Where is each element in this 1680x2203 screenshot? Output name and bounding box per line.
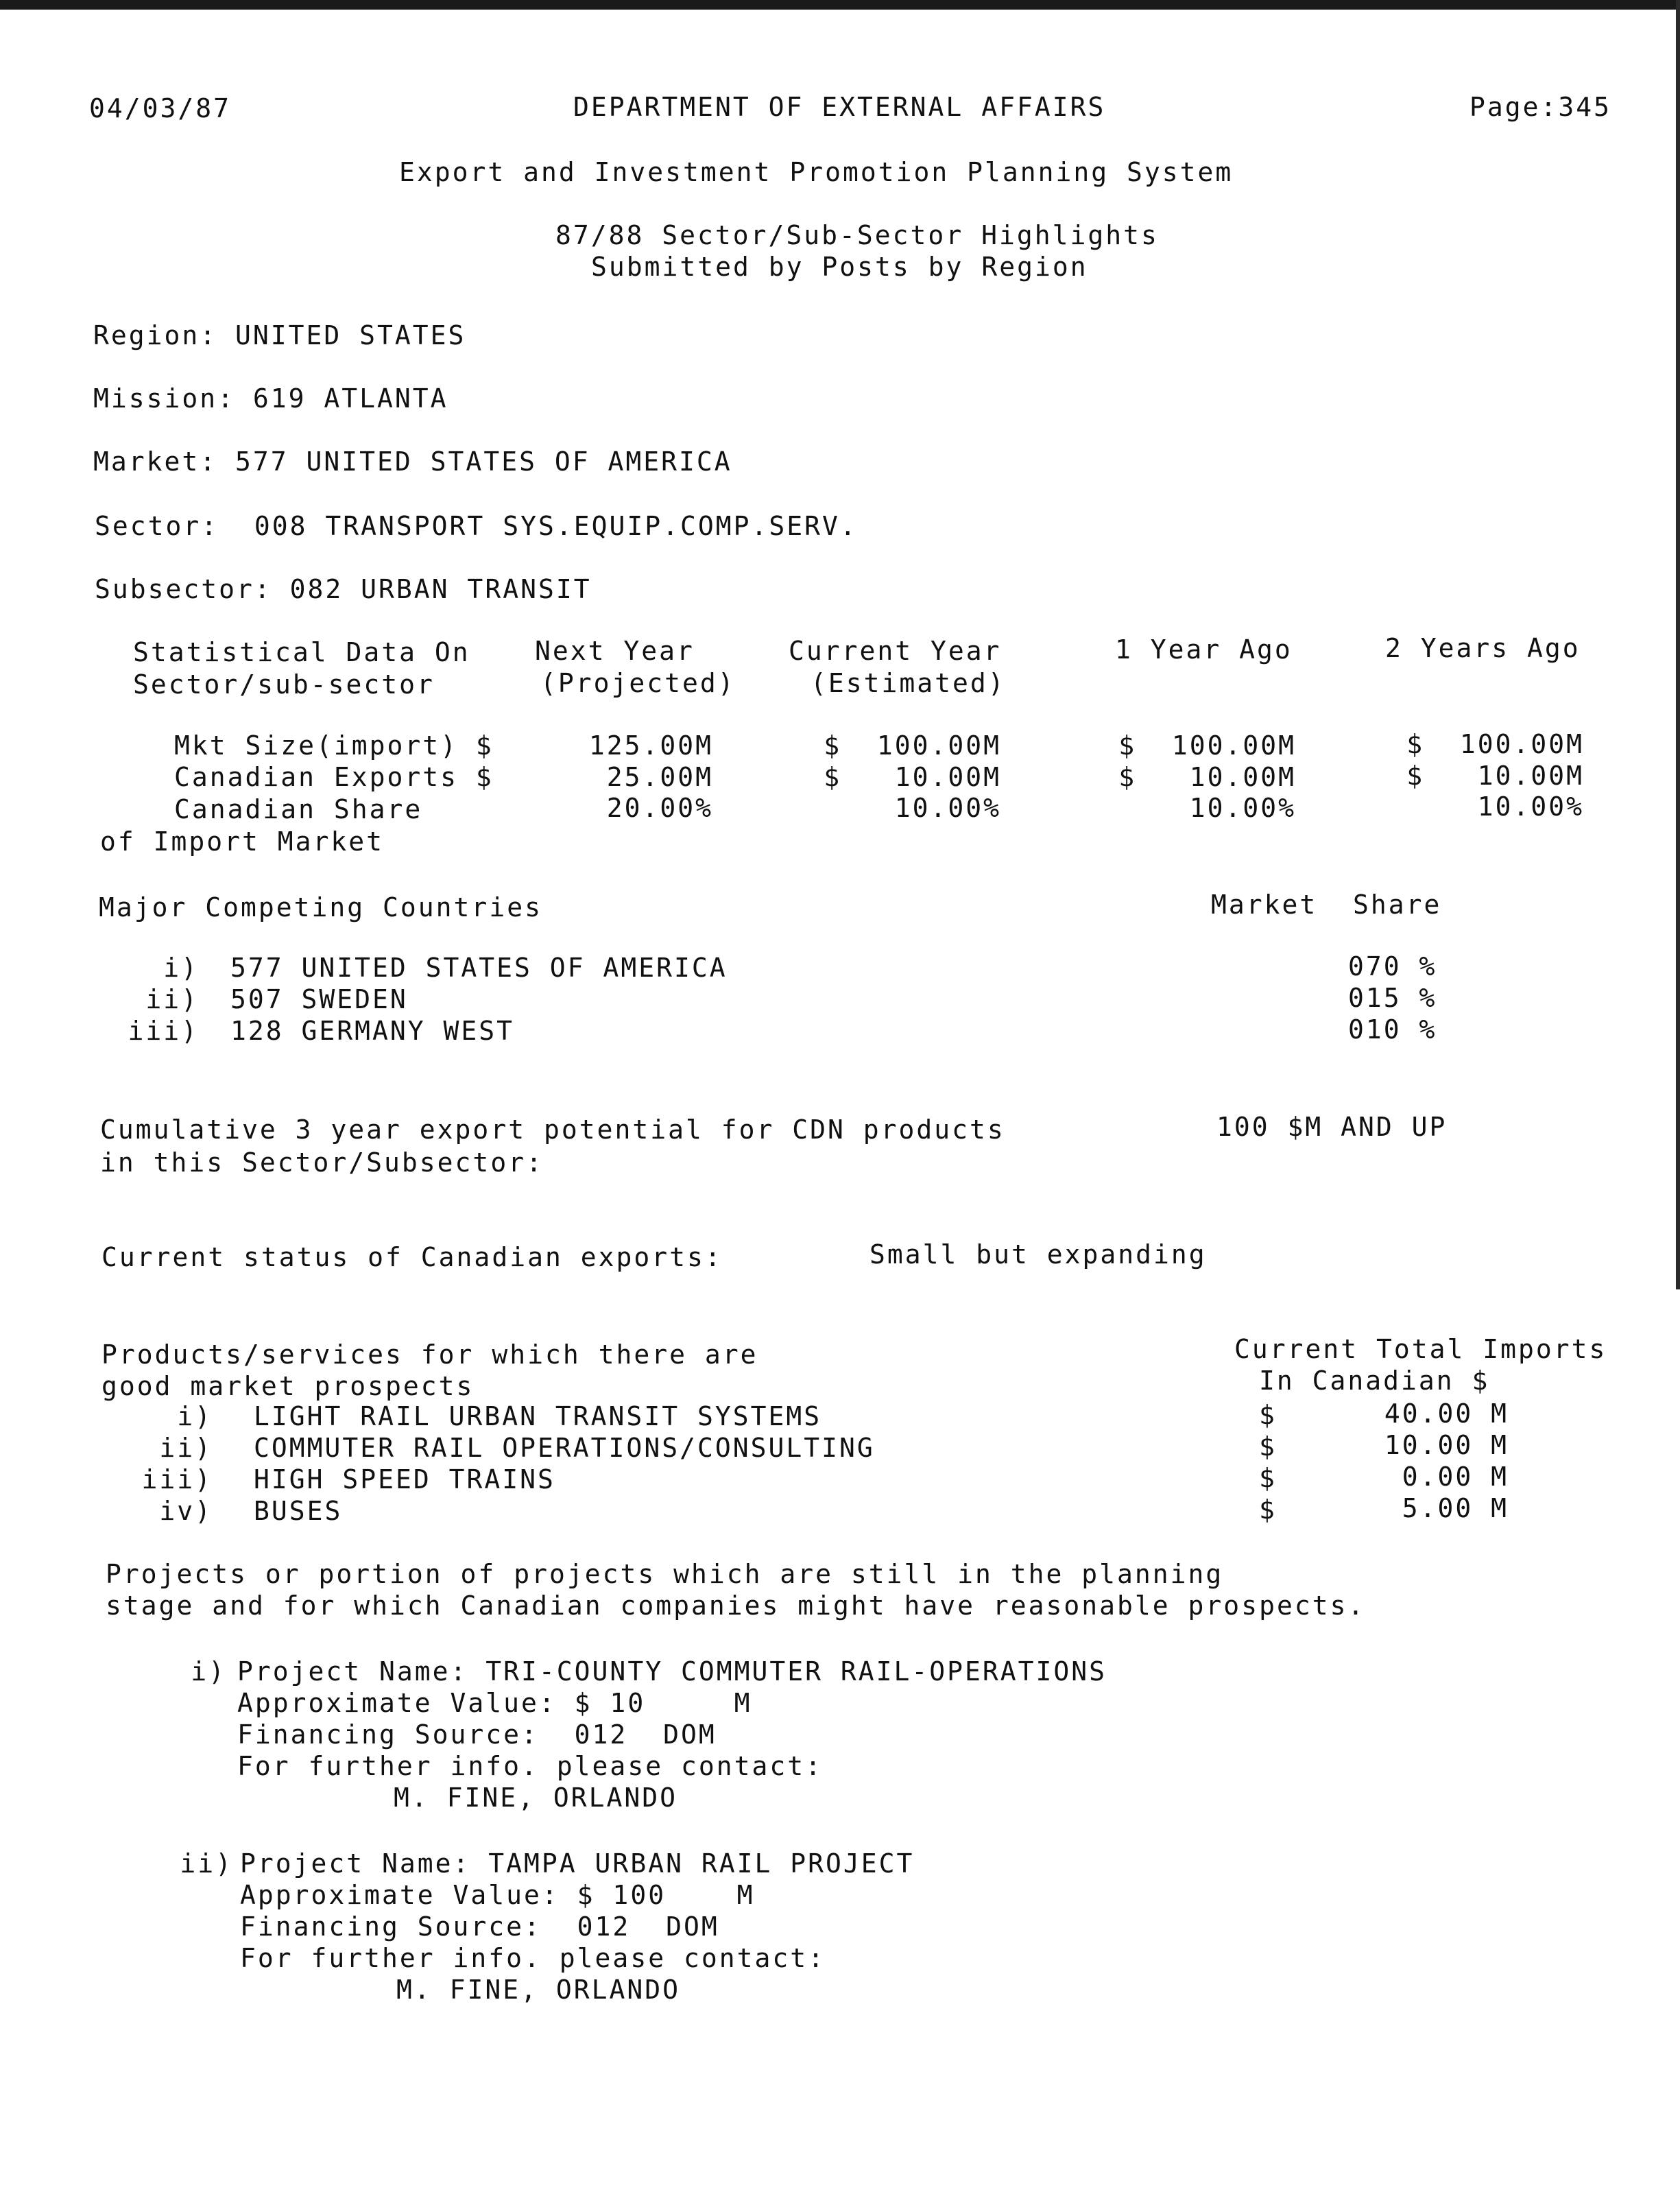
stats-row-label: Canadian Exports $ [174, 762, 494, 792]
stats-cell: $ 10.00M [1406, 761, 1584, 791]
product-currency: $ [1259, 1431, 1277, 1462]
department-name: DEPARTMENT OF EXTERNAL AFFAIRS [573, 92, 1106, 122]
competitor-num: i) [163, 953, 199, 983]
project-value: Approximate Value: $ 100 M [240, 1880, 755, 1910]
stats-cell: $ 100.00M [1406, 729, 1584, 759]
projects-intro-line1: Projects or portion of projects which are still in the planning [106, 1559, 1224, 1589]
stats-col-next-year-sub: (Projected) [540, 668, 736, 698]
report-date: 04/03/87 [89, 93, 232, 123]
product-currency: $ [1259, 1495, 1277, 1525]
product-amount: 0.00 M [1402, 1462, 1509, 1492]
stats-cell: 10.00% [894, 793, 1001, 823]
scan-border-top [0, 0, 1680, 10]
competitor-num: ii) [145, 984, 199, 1014]
project-contact-label: For further info. please contact: [240, 1943, 826, 1973]
stats-label-line1: Statistical Data On [133, 637, 470, 667]
product-name: LIGHT RAIL URBAN TRANSIT SYSTEMS [254, 1401, 822, 1431]
product-num: iv) [159, 1496, 213, 1526]
product-amount: 10.00 M [1384, 1430, 1509, 1460]
project-name: Project Name: TAMPA URBAN RAIL PROJECT [240, 1848, 915, 1879]
status-value: Small but expanding [869, 1239, 1207, 1270]
stats-cell: 10.00% [1189, 793, 1296, 823]
mission-field: Mission: 619 ATLANTA [93, 383, 448, 414]
market-share-header: Market Share [1211, 890, 1442, 920]
projects-intro-line2: stage and for which Canadian companies might have reasonable prospects. [106, 1591, 1366, 1621]
stats-col-current-year-sub: (Estimated) [811, 668, 1006, 698]
status-label: Current status of Canadian exports: [101, 1242, 723, 1272]
product-name: HIGH SPEED TRAINS [254, 1464, 555, 1495]
product-currency: $ [1259, 1400, 1277, 1430]
stats-cell: $ 10.00M [824, 762, 1001, 792]
project-contact-label: For further info. please contact: [237, 1751, 823, 1781]
imports-header-line2: In Canadian $ [1259, 1366, 1490, 1396]
potential-label-line1: Cumulative 3 year export potential for CDN products [100, 1115, 1005, 1145]
project-financing: Financing Source: 012 DOM [237, 1719, 717, 1750]
sector-field: Sector: 008 TRANSPORT SYS.EQUIP.COMP.SERV. [95, 511, 858, 541]
product-currency: $ [1259, 1463, 1277, 1493]
system-title: Export and Investment Promotion Planning System [399, 157, 1234, 187]
competitors-title: Major Competing Countries [99, 892, 542, 922]
product-amount: 5.00 M [1402, 1493, 1509, 1523]
potential-value: 100 $M AND UP [1216, 1112, 1448, 1142]
product-num: iii) [141, 1464, 213, 1495]
competitor-country: 507 SWEDEN [230, 984, 408, 1014]
region-field: Region: UNITED STATES [93, 320, 466, 350]
product-amount: 40.00 M [1384, 1398, 1509, 1429]
project-num: i) [191, 1656, 226, 1687]
stats-row-label: Mkt Size(import) $ [174, 730, 494, 761]
competitor-country: 128 GERMANY WEST [230, 1016, 515, 1046]
stats-row-label: Canadian Share [174, 794, 423, 824]
imports-header-line1: Current Total Imports [1234, 1334, 1607, 1364]
market-field: Market: 577 UNITED STATES OF AMERICA [93, 446, 732, 477]
stats-cell: $ 100.00M [824, 730, 1001, 761]
project-financing: Financing Source: 012 DOM [240, 1912, 719, 1942]
stats-col-1-year-ago: 1 Year Ago [1115, 634, 1293, 665]
stats-cell: 125.00M [588, 730, 713, 761]
scan-border-right [1676, 0, 1680, 1289]
competitor-country: 577 UNITED STATES OF AMERICA [230, 953, 728, 983]
project-name: Project Name: TRI-COUNTY COMMUTER RAIL-OPERATIONS [237, 1656, 1107, 1687]
product-name: BUSES [254, 1496, 343, 1526]
subsector-field: Subsector: 082 URBAN TRANSIT [95, 574, 592, 604]
project-num: ii) [180, 1848, 233, 1879]
stats-cell: $ 10.00M [1118, 762, 1296, 792]
products-title-line2: good market prospects [101, 1371, 475, 1401]
competitor-share: 070 % [1348, 951, 1437, 981]
stats-label-line2: Sector/sub-sector [133, 669, 435, 700]
competitor-share: 015 % [1348, 983, 1437, 1013]
stats-cell: 25.00M [606, 762, 713, 792]
product-name: COMMUTER RAIL OPERATIONS/CONSULTING [254, 1433, 875, 1463]
report-title: 87/88 Sector/Sub-Sector Highlights [555, 220, 1159, 250]
competitor-share: 010 % [1348, 1014, 1437, 1045]
stats-col-next-year: Next Year [535, 636, 695, 666]
product-num: ii) [159, 1433, 213, 1463]
project-contact: M. FINE, ORLANDO [396, 1975, 681, 2005]
report-subtitle: Submitted by Posts by Region [591, 252, 1088, 282]
stats-col-2-years-ago: 2 Years Ago [1385, 633, 1581, 663]
stats-share-continuation: of Import Market [100, 826, 385, 857]
stats-col-current-year: Current Year [789, 636, 1002, 666]
products-title-line1: Products/services for which there are [101, 1339, 758, 1370]
page-number: Page:345 [1469, 92, 1611, 122]
project-contact: M. FINE, ORLANDO [394, 1783, 678, 1813]
product-num: i) [177, 1401, 213, 1431]
stats-cell: 20.00% [606, 793, 713, 823]
project-value: Approximate Value: $ 10 M [237, 1688, 752, 1718]
stats-cell: 10.00% [1477, 791, 1584, 822]
competitor-num: iii) [128, 1016, 199, 1046]
potential-label-line2: in this Sector/Subsector: [100, 1147, 544, 1178]
stats-cell: $ 100.00M [1118, 730, 1296, 761]
